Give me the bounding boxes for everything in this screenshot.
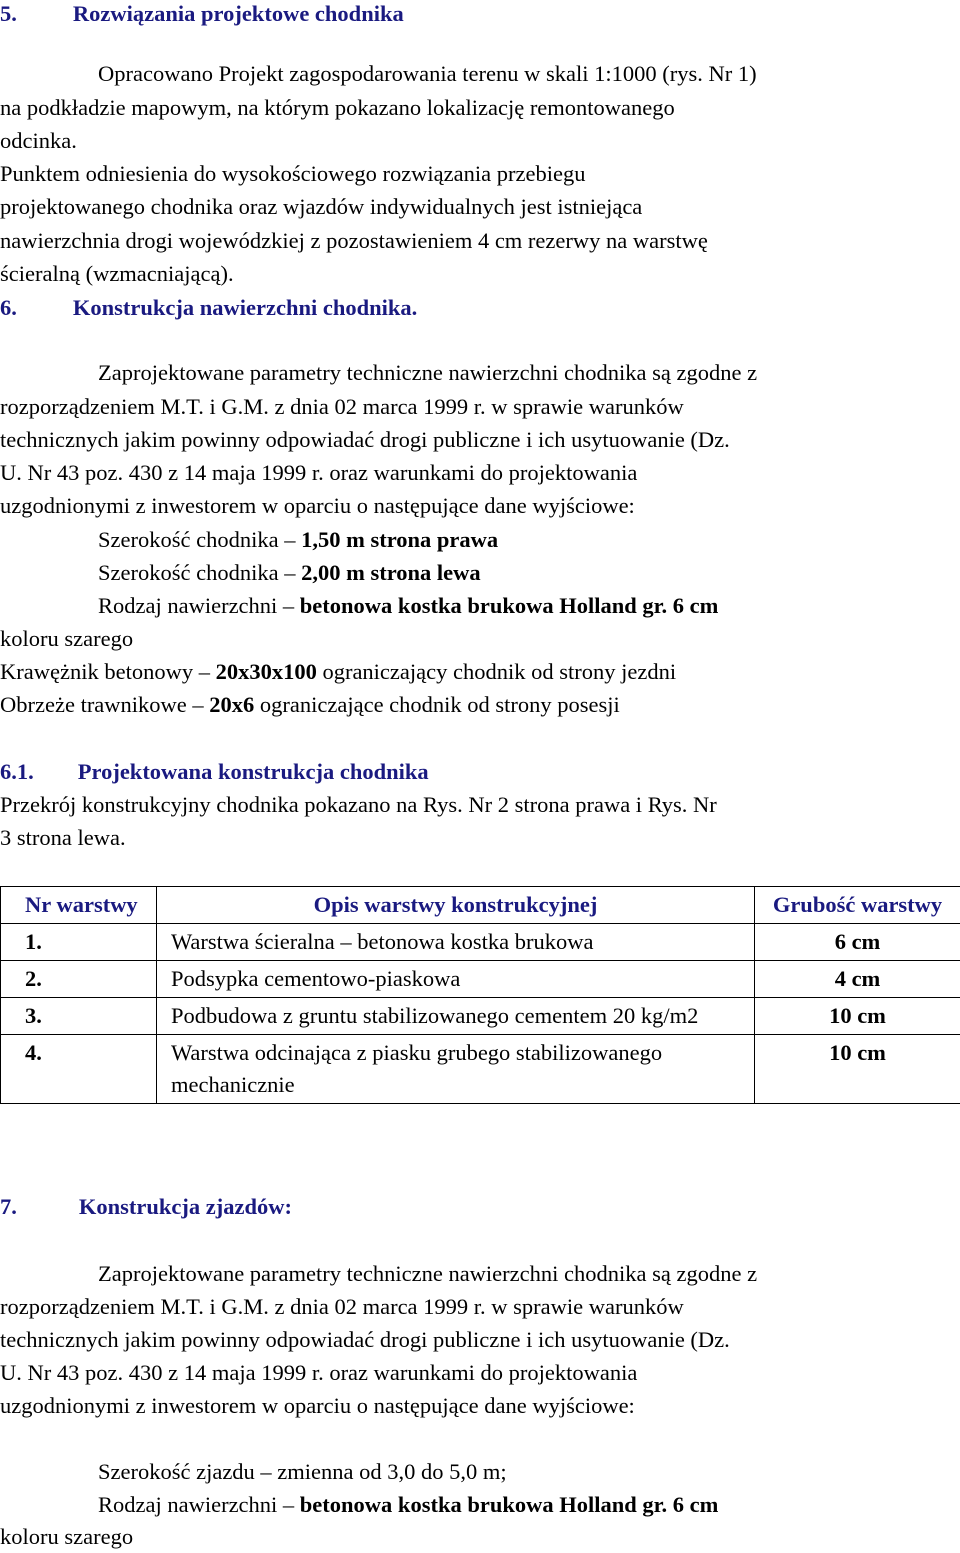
section-5-heading — [0, 0, 404, 28]
param-value: 20x6 — [209, 692, 255, 717]
section-6-1-number: 6.1. — [0, 759, 34, 784]
section-5-title: Rozwiązania projektowe chodnika — [72, 1, 404, 26]
section-5-p2-line-1: Punktem odniesienia do wysokościowego rozwiązania przebiegu — [0, 161, 586, 186]
section-6-intro-line-3: technicznych jakim powinny odpowiadać drogi publiczne i ich usytuowanie (Dz. — [0, 427, 730, 452]
section-7-heading — [0, 1193, 292, 1221]
section-5-p1-line-3: odcinka. — [0, 128, 77, 153]
param-label: Rodzaj nawierzchni – — [98, 593, 300, 618]
layers-table — [0, 886, 960, 1104]
table-row — [1, 961, 960, 998]
table-header-row — [1, 887, 960, 924]
table-row — [1, 998, 960, 1035]
cell-description: Podsypka cementowo-piaskowa — [157, 961, 755, 998]
cell-nr: 1. — [1, 924, 157, 961]
param-sidewalk-width-left — [98, 559, 481, 587]
param-surface-type — [98, 592, 718, 620]
cell-thickness: 4 cm — [755, 961, 960, 998]
param-surface-type-cont: koloru szarego — [0, 626, 134, 651]
section-5-p1-line-1: Opracowano Projekt zagospodarowania terenu w skali 1:1000 (rys. Nr 1) — [98, 61, 757, 86]
section-5-p1-line-2: na podkładzie mapowym, na którym pokazano lokalizację remontowanego — [0, 95, 675, 120]
section-7-number: 7. — [0, 1194, 17, 1219]
cell-nr: 4. — [1, 1035, 157, 1104]
param-value: 2,00 m strona lewa — [301, 560, 481, 585]
section-6-1-title: Projektowana konstrukcja chodnika — [77, 759, 429, 784]
section-7-intro-line-1: Zaprojektowane parametry techniczne nawierzchni chodnika są zgodne z — [98, 1261, 758, 1286]
param-rest: ograniczające chodnik od strony posesji — [254, 692, 620, 717]
section-6-intro-line-2: rozporządzeniem M.T. i G.M. z dnia 02 marca 1999 r. w sprawie warunków — [0, 394, 684, 419]
column-header-thickness: Grubość warstwy — [755, 887, 960, 924]
section-7-intro-line-5: uzgodnionymi z inwestorem w oparciu o następujące dane wyjściowe: — [0, 1393, 635, 1418]
section-7-intro-line-3: technicznych jakim powinny odpowiadać drogi publiczne i ich usytuowanie (Dz. — [0, 1327, 730, 1352]
table-row — [1, 924, 960, 961]
column-header-nr: Nr warstwy — [1, 887, 157, 924]
param-rest: ograniczający chodnik od strony jezdni — [316, 659, 677, 684]
section-7-intro-line-4: U. Nr 43 poz. 430 z 14 maja 1999 r. oraz warunkami do projektowania — [0, 1360, 638, 1385]
param-label: Obrzeże trawnikowe – — [0, 692, 210, 717]
section-6-1-text-line-1: Przekrój konstrukcyjny chodnika pokazano na Rys. Nr 2 strona prawa i Rys. Nr — [0, 792, 717, 817]
section-5-number: 5. — [0, 1, 17, 26]
param-sidewalk-width-right — [98, 526, 498, 554]
section-6-intro-line-1: Zaprojektowane parametry techniczne nawierzchni chodnika są zgodne z — [98, 360, 758, 385]
cell-description: Warstwa ścieralna – betonowa kostka brukowa — [157, 924, 755, 961]
section-6-heading — [0, 294, 417, 322]
section-6-1-text-line-2: 3 strona lewa. — [0, 825, 126, 850]
cell-nr: 2. — [1, 961, 157, 998]
param-driveway-width: Szerokość zjazdu – zmienna od 3,0 do 5,0 m; — [98, 1459, 507, 1484]
table-row — [1, 1035, 960, 1104]
cell-nr: 3. — [1, 998, 157, 1035]
param-value: betonowa kostka brukowa Holland gr. 6 cm — [299, 593, 719, 618]
param-value: 1,50 m strona prawa — [301, 527, 499, 552]
section-6-number: 6. — [0, 295, 17, 320]
param-lawn-edging — [0, 691, 620, 719]
section-6-intro-line-5: uzgodnionymi z inwestorem w oparciu o następujące dane wyjściowe: — [0, 493, 635, 518]
cell-thickness: 10 cm — [755, 1035, 960, 1104]
param-curb — [0, 658, 676, 686]
column-header-description: Opis warstwy konstrukcyjnej — [157, 887, 755, 924]
section-6-1-heading — [0, 758, 429, 786]
param-label: Szerokość chodnika – — [98, 527, 302, 552]
param-driveway-surface — [98, 1491, 718, 1519]
cell-description: Podbudowa z gruntu stabilizowanego cementem 20 kg/m2 — [157, 998, 755, 1035]
param-label: Rodzaj nawierzchni – — [98, 1492, 300, 1517]
section-6-intro-line-4: U. Nr 43 poz. 430 z 14 maja 1999 r. oraz warunkami do projektowania — [0, 460, 638, 485]
cell-description: Warstwa odcinająca z piasku grubego stabilizowanego mechanicznie — [157, 1035, 755, 1104]
section-7-intro-line-2: rozporządzeniem M.T. i G.M. z dnia 02 marca 1999 r. w sprawie warunków — [0, 1294, 684, 1319]
param-value: betonowa kostka brukowa Holland gr. 6 cm — [299, 1492, 719, 1517]
section-5-p2-line-3: nawierzchnia drogi wojewódzkiej z pozostawieniem 4 cm rezerwy na warstwę — [0, 228, 708, 253]
param-label: Krawężnik betonowy – — [0, 659, 216, 684]
cell-thickness: 10 cm — [755, 998, 960, 1035]
section-5-p2-line-4: ścieralną (wzmacniającą). — [0, 261, 234, 286]
param-driveway-surface-cont: koloru szarego — [0, 1524, 134, 1549]
param-value: 20x30x100 — [215, 659, 317, 684]
section-7-title: Konstrukcja zjazdów: — [78, 1194, 292, 1219]
section-5-p2-line-2: projektowanego chodnika oraz wjazdów indywidualnych jest istniejąca — [0, 194, 643, 219]
cell-thickness: 6 cm — [755, 924, 960, 961]
param-label: Szerokość chodnika – — [98, 560, 302, 585]
section-6-title: Konstrukcja nawierzchni chodnika. — [72, 295, 418, 320]
